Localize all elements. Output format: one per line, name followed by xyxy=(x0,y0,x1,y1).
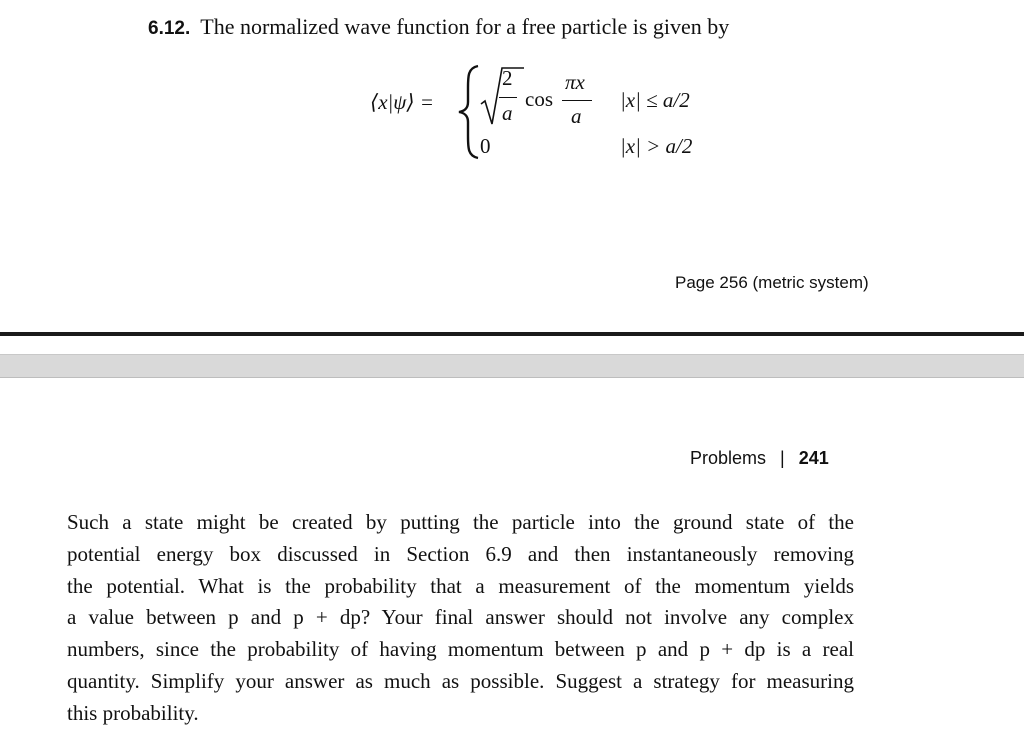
case-two-value: 0 xyxy=(480,134,491,158)
body-line: quantity. Simplify your answer as much as possible. Suggest a strategy for measuring xyxy=(67,668,854,693)
body-line: potential energy box discussed in Section 6.9 and then instantaneously removing xyxy=(67,541,854,566)
page-gap-band xyxy=(0,354,1024,378)
page-note: Page 256 (metric system) xyxy=(675,273,869,292)
cos-fraction-bar xyxy=(562,100,592,101)
problem-number: 6.12. xyxy=(148,18,191,39)
body-line: the potential. What is the probability that a measurement of the momentum yields xyxy=(67,573,854,598)
running-head xyxy=(690,448,829,469)
body-line: a value between p and p + dp? Your final answer should not involve any complex xyxy=(67,605,854,630)
sqrt-numerator: 2 xyxy=(502,66,513,90)
running-head-section: Problems xyxy=(690,448,767,468)
condition-outside: |x| > a/2 xyxy=(620,134,693,158)
running-head-page-number: 241 xyxy=(798,448,829,468)
sqrt-denominator: a xyxy=(502,101,513,125)
cos-function: cos xyxy=(525,87,553,111)
condition-inside: |x| ≤ a/2 xyxy=(620,88,690,112)
body-line: Such a state might be created by putting the particle into the ground state of the xyxy=(67,510,854,534)
equation-lhs: ⟨x|ψ⟩ = xyxy=(370,90,434,114)
wave-function-equation xyxy=(0,0,1024,200)
cos-denominator: a xyxy=(571,104,582,128)
problem-statement: The normalized wave function for a free particle is given by xyxy=(200,14,730,39)
page-divider-rule xyxy=(0,332,1024,336)
cos-numerator: πx xyxy=(565,70,585,94)
problem-continuation-text xyxy=(67,507,854,730)
body-line: numbers, since the probability of having momentum between p and p + dp is a real xyxy=(67,637,854,662)
sqrt-fraction-bar xyxy=(499,97,517,98)
running-head-separator: | xyxy=(780,448,785,468)
body-line: this probability. xyxy=(67,700,199,725)
